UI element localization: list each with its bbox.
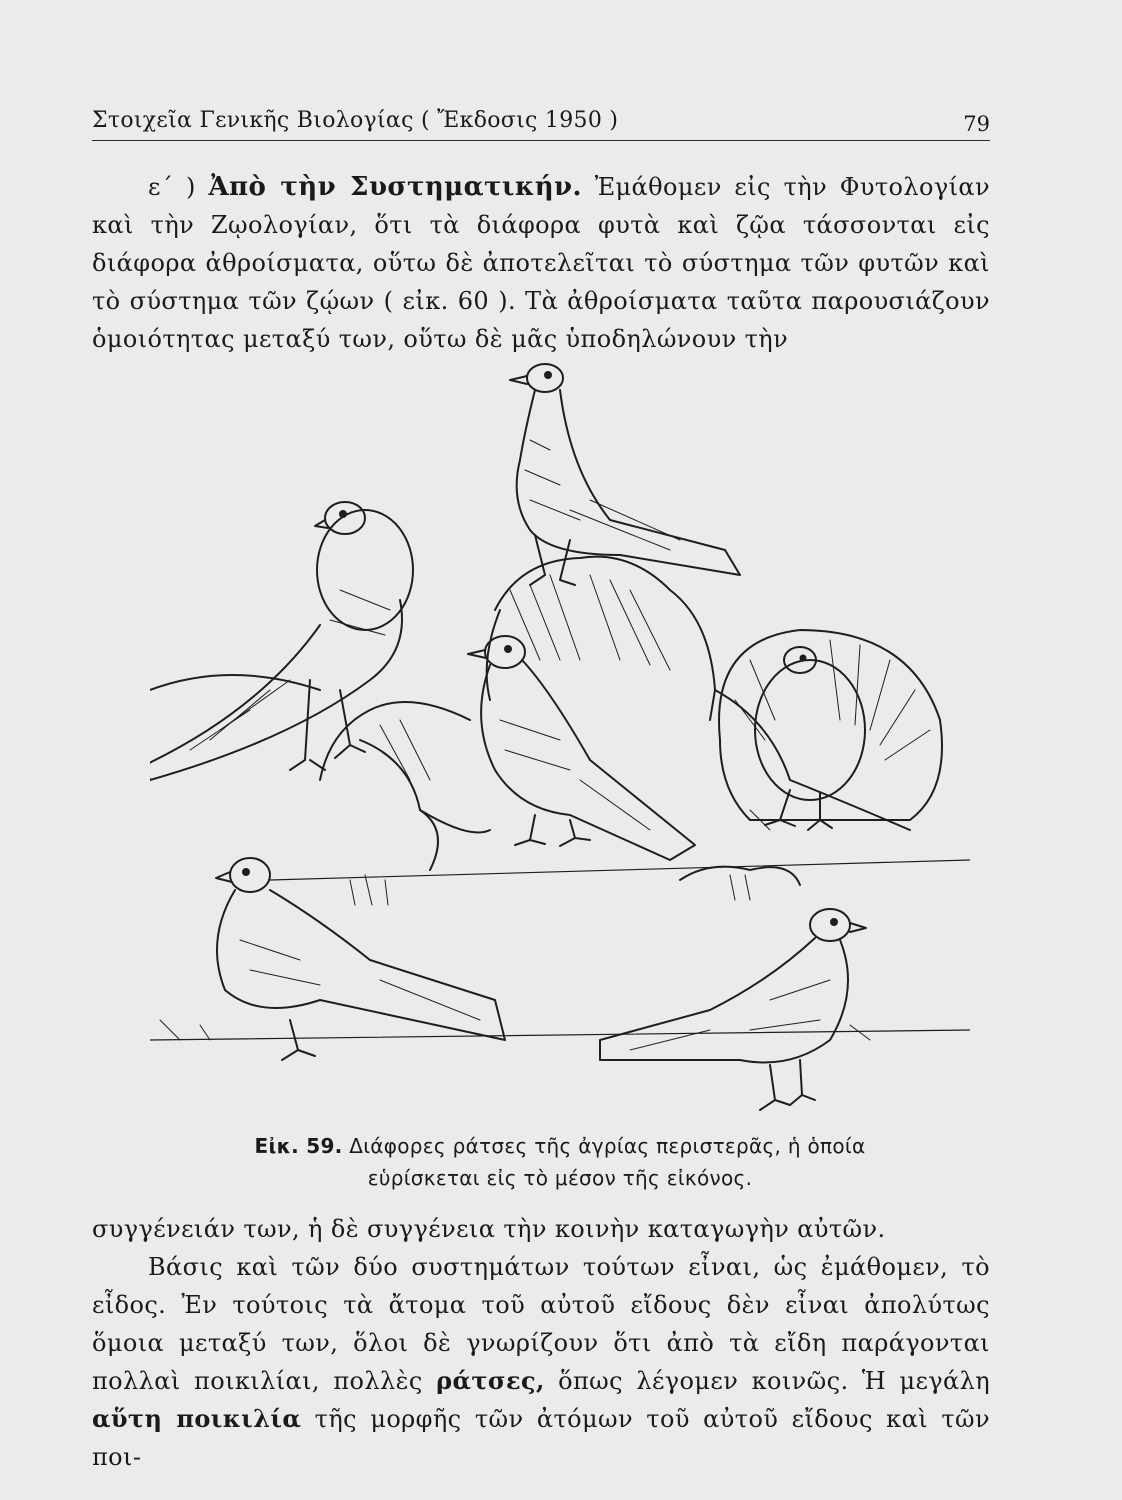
pigeon-breeds-illustration [150, 360, 970, 1140]
p2-text-3: τῆς μορφῆς τῶν ἀτόμων τοῦ αὐτοῦ εἴδους καὶ τῶν ποι- [92, 1405, 990, 1471]
rock-dove-center [468, 636, 695, 860]
body-paragraph [92, 1210, 990, 1476]
body-paragraph-2 [92, 1248, 990, 1476]
body-line-1: συγγένειάν των, ἡ δὲ συγγένεια τὴν κοινὴν καταγωγὴν αὐτῶν. [92, 1215, 886, 1243]
bottom-right-pigeon [600, 909, 866, 1110]
bottom-left-pigeon [216, 858, 505, 1060]
pouter-pigeon [150, 502, 413, 780]
figure-caption [140, 1130, 980, 1194]
caption-line-2: εὑρίσκεται εἰς τὸ μέσον τῆς εἰκόνος. [367, 1166, 753, 1190]
running-header [92, 100, 990, 141]
figure-label: Εἰκ. 59. [254, 1134, 343, 1158]
p2-bold-ratses: ράτσες, [436, 1366, 545, 1395]
p2-bold-poikilia: αὕτη ποικιλία [92, 1404, 302, 1433]
p2-text-1: Βάσις καὶ τῶν δύο συστημάτων τούτων εἶναι, ὡς ἐμάθομεν, τὸ εἶδος. Ἐν τούτοις τὰ ἄτομα τοῦ αὐτοῦ εἴδους δὲν εἶναι ἀπολύτως ὅμοια μεταξύ των, ὅλοι δὲ γνωρίζουν ὅτι ἀπὸ τὰ εἴδη παράγονται πολλαὶ ποικιλίαι, πολλὲς [92, 1253, 990, 1395]
section-marker: ε΄ ) [148, 173, 196, 201]
tall-pigeon-on-rock [510, 364, 740, 585]
p2-text-2: ὅπως λέγομεν κοινῶς. Ἡ μεγάλη [558, 1367, 991, 1395]
running-title: Στοιχεῖα Γενικῆς Βιολογίας ( Ἔκδοσις 1950 ) [92, 108, 619, 133]
intro-text: Ἐμάθομεν εἰς τὴν Φυτολογίαν καὶ τὴν Ζῳολογίαν, ὅτι τὰ διάφορα φυτὰ καὶ ζῷα τάσσονται εἰς διάφορα ἀθροίσματα, οὕτω δὲ ἀποτελεῖται τὸ σύστημα τῶν φυτῶν καὶ τὸ σύστημα τῶν ζῴων ( εἰκ. 60 ). Τὰ ἀθροίσματα ταῦτα παρουσιάζουν ὁμοιότητας μεταξύ των, οὕτω δὲ μᾶς ὑποδηλώνουν τὴν [92, 173, 991, 353]
page-number: 79 [963, 112, 990, 136]
intro-paragraph [92, 168, 990, 358]
fantail-pigeon [719, 630, 942, 830]
caption-line-1: Διάφορες ράτσες τῆς ἀγρίας περιστερᾶς, ἡ ὁποία [349, 1134, 866, 1158]
section-heading: Ἀπὸ τὴν Συστηματικήν. [208, 172, 582, 202]
